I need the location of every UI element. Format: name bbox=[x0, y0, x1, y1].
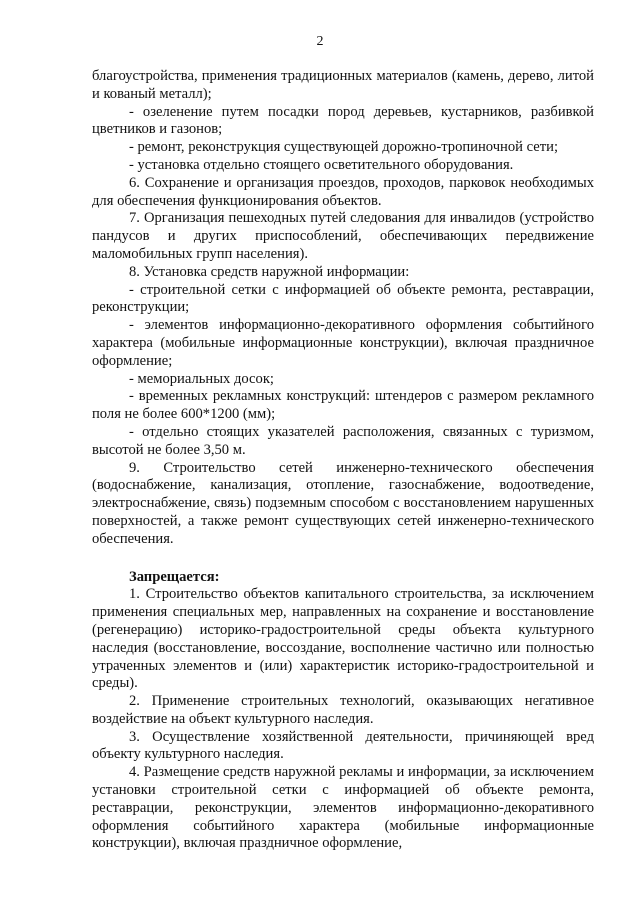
paragraph-landscaping: - озеленение путем посадки пород деревьев, кустарников, разбивкой цветников и газонов; bbox=[92, 103, 594, 138]
paragraph-item-7: 7. Организация пешеходных путей следования для инвалидов (устройство пандусов и других приспособлений, обеспечивающих передвижение маломобильных групп населения). bbox=[92, 210, 594, 262]
document-body bbox=[92, 68, 594, 853]
paragraph-path-repair: - ремонт, реконструкция существующей дорожно-тропиночной сети; bbox=[129, 139, 558, 156]
prohibited-item-3: 3. Осуществление хозяйственной деятельности, причиняющей вред объекту культурного наследия. bbox=[92, 728, 594, 763]
paragraph-item-8: 8. Установка средств наружной информации: bbox=[129, 263, 410, 280]
prohibited-heading: Запрещается: bbox=[129, 568, 220, 585]
section-gap bbox=[92, 549, 594, 569]
paragraph-continuation: благоустройства, применения традиционных материалов (камень, дерево, литой и кованый металл); bbox=[92, 68, 594, 102]
paragraph-item-9: 9. Строительство сетей инженерно-технического обеспечения (водоснабжение, канализация, отопление, газоснабжение, водоотведение, электроснабжение, связь) подземным способом с восстановлением нарушенных поверхностей, а также ремонт существующих сетей инженерно-технического обеспечения. bbox=[92, 459, 594, 547]
paragraph-lighting: - установка отдельно стоящего осветительного оборудования. bbox=[129, 156, 514, 173]
paragraph-construction-mesh: - строительной сетки с информацией об объекте ремонта, реставрации, реконструкции; bbox=[92, 281, 594, 316]
page-number: 2 bbox=[316, 34, 324, 49]
paragraph-item-6: 6. Сохранение и организация проездов, проходов, парковок необходимых для обеспечения функционирования объектов. bbox=[92, 174, 594, 209]
prohibited-item-4: 4. Размещение средств наружной рекламы и информации, за исключением установки строительной сетки с информацией об объекте ремонта, реставрации, реконструкции, элементов информационно-декоративного оформления событийного характера (мобильные информационные конструкции), включая праздничное оформление, bbox=[92, 764, 594, 852]
paragraph-memorial-plaques: - мемориальных досок; bbox=[129, 370, 274, 387]
paragraph-decorative-elements: - элементов информационно-декоративного оформления событийного характера (мобильные информационные конструкции), включая праздничное оформление; bbox=[92, 317, 594, 369]
paragraph-temporary-ads: - временных рекламных конструкций: штендеров с размером рекламного поля не более 600*1200 (мм); bbox=[92, 388, 594, 423]
prohibited-item-1: 1. Строительство объектов капитального строительства, за исключением применения специальных мер, направленных на сохранение и восстановление (регенерацию) историко-градостроительной среды объекта культурного наследия (восстановление, воссоздание, восполнение частично или полностью утраченных элементов и (или) характеристик историко-градостроительной и среды). bbox=[92, 586, 594, 692]
paragraph-tourist-signs: - отдельно стоящих указателей расположения, связанных с туризмом, высотой не более 3,50 м. bbox=[92, 423, 594, 458]
prohibited-item-2: 2. Применение строительных технологий, оказывающих негативное воздействие на объект культурного наследия. bbox=[92, 693, 594, 727]
